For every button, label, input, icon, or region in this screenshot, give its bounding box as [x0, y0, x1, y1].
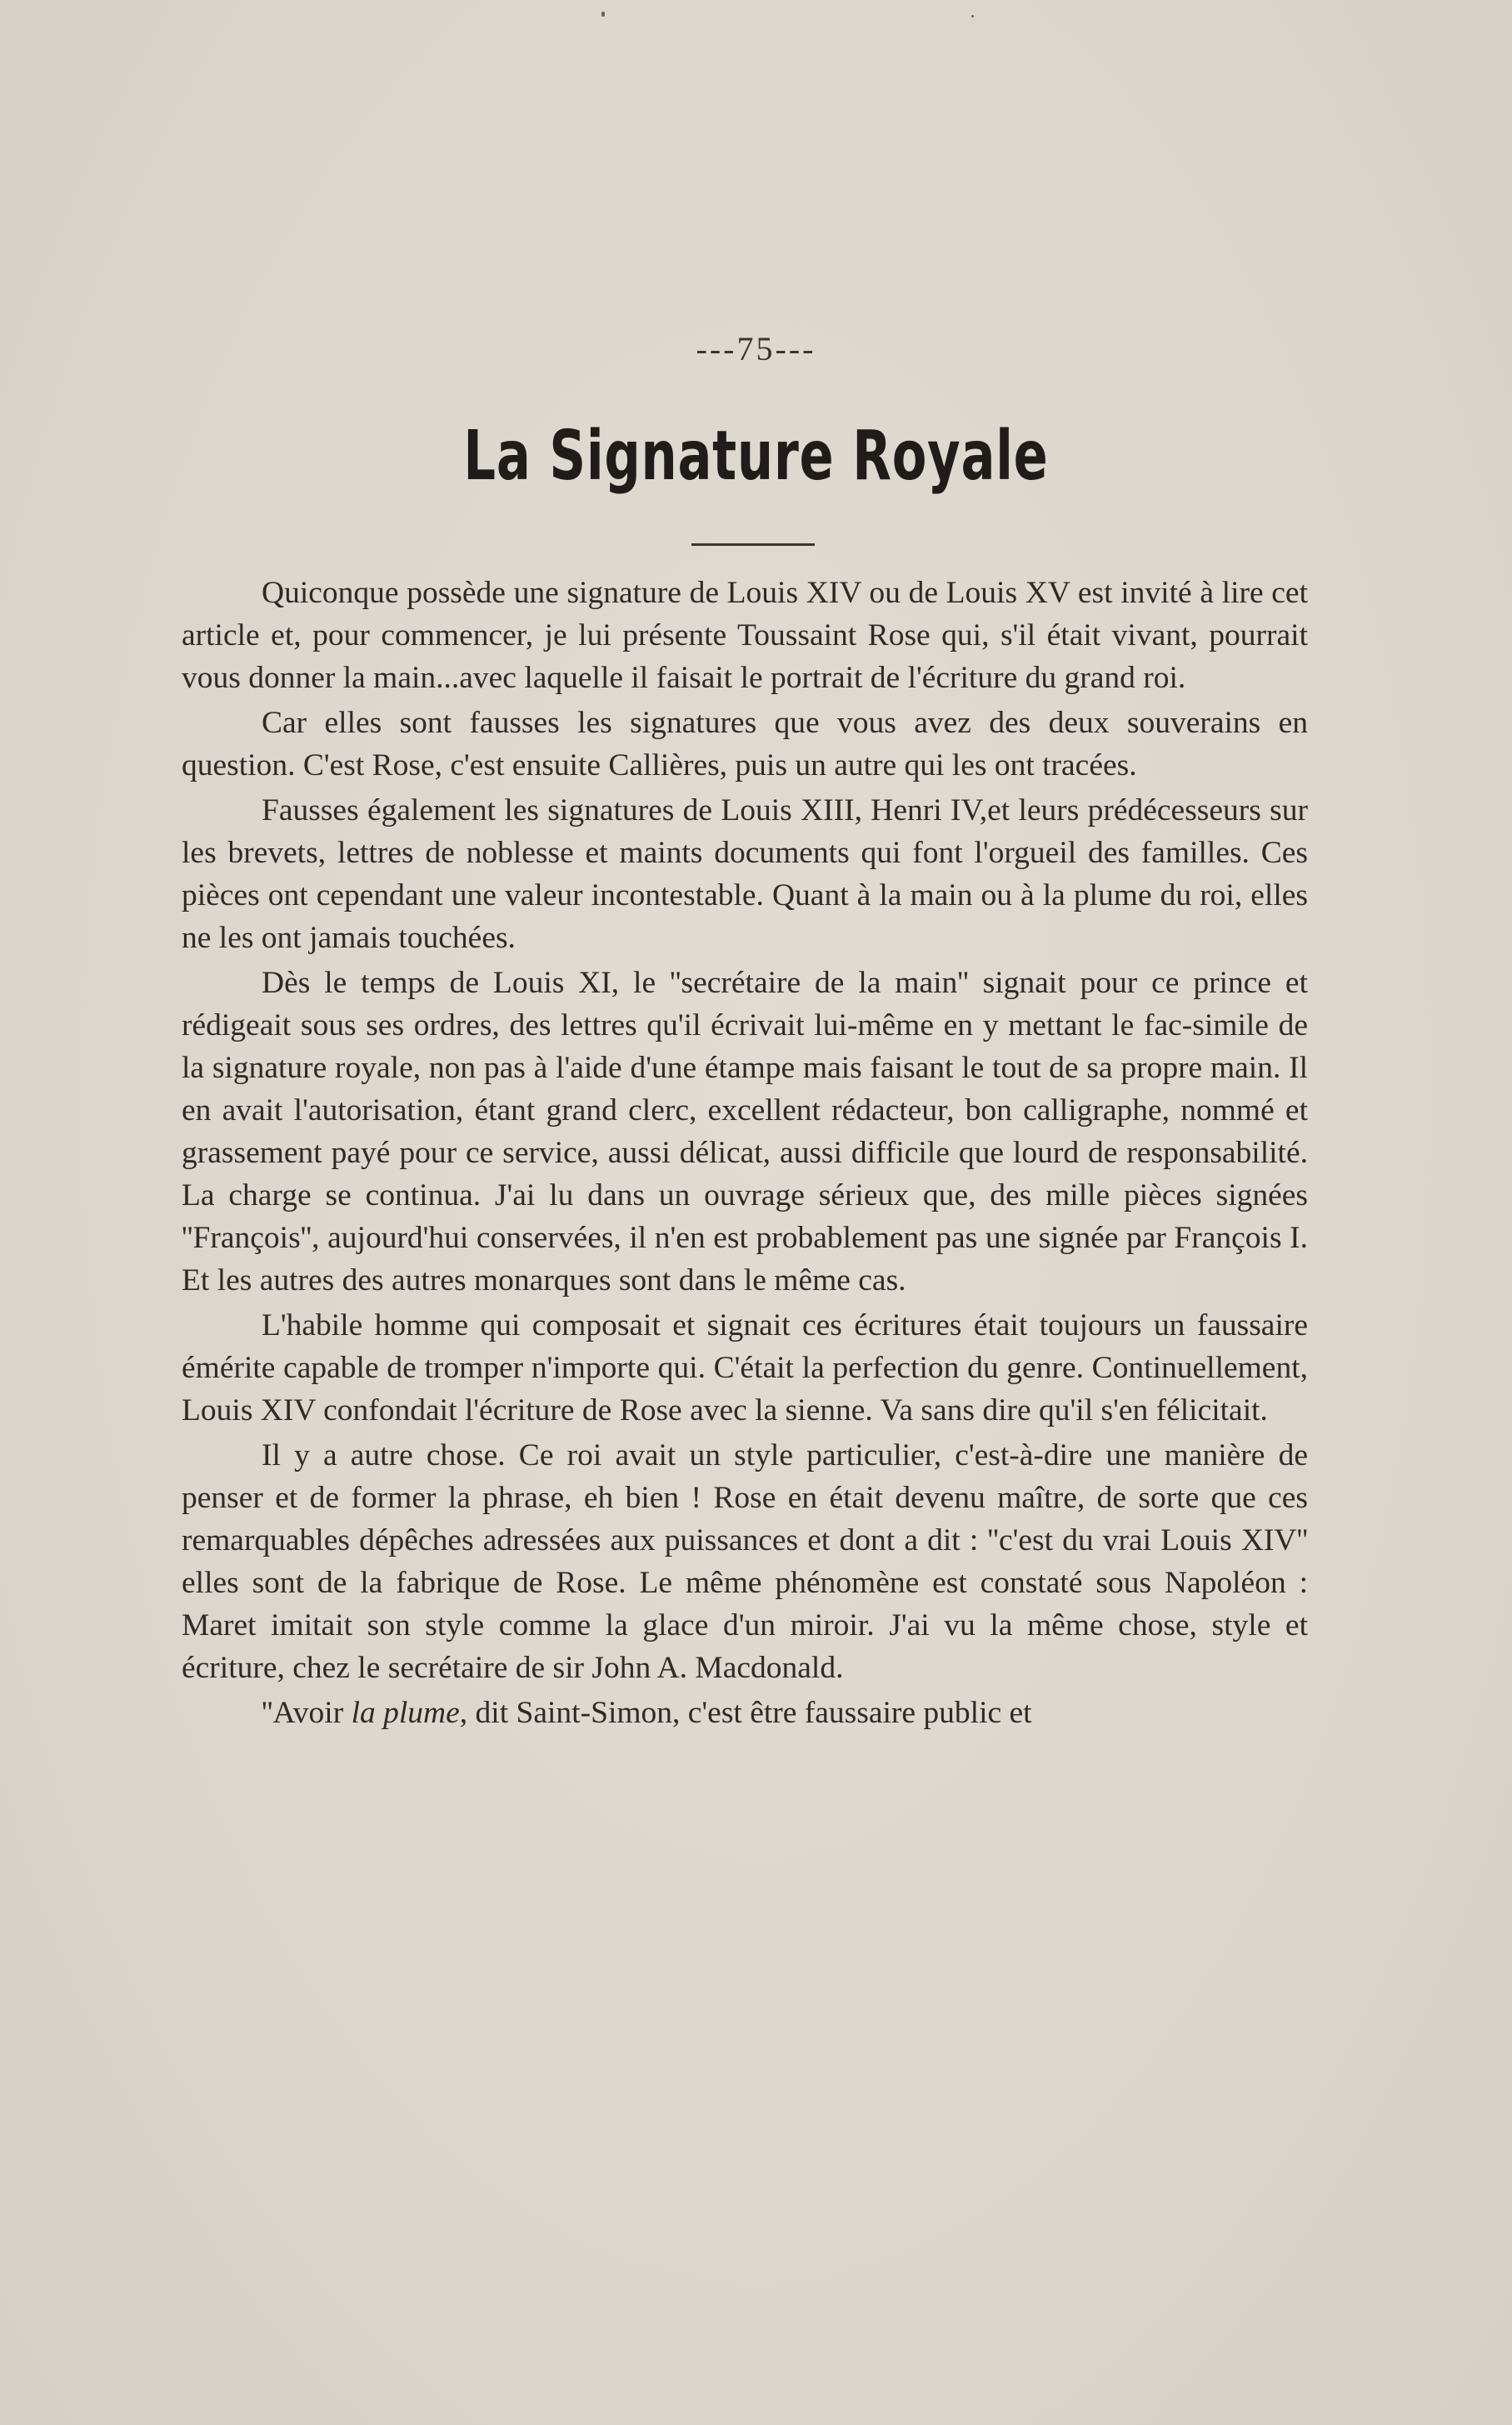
paragraph: Car elles sont fausses les signatures que vous avez des deux souverains en question. C'est Rose, c'est ensuite Callières, puis un autre qui les ont tracées. [182, 706, 1308, 782]
ink-speck [601, 12, 605, 17]
article-body [182, 572, 1308, 1734]
paragraph: Fausses également les signatures de Louis XIII, Henri IV,et leurs prédécesseurs sur les brevets, lettres de noblesse et maints documents qui font l'orgueil des familles. Ces pièces ont cependant une valeur incontestable. Quant à la main ou à la plume du roi, elles ne les ont jamais touchées. [182, 793, 1308, 955]
paragraph: Il y a autre chose. Ce roi avait un style particulier, c'est-à-dire une manière de penser et de former la phrase, eh bien ! Rose en était devenu maître, de sorte que ces remarquables dépêches adressées aux puissances et dont a dit : ''c'est du vrai Louis XIV'' elles sont de la fabrique de Rose. Le même phénomène est constaté sous Napoléon : Maret imitait son style comme la glace d'un miroir. J'ai vu la même chose, style et écriture, chez le secrétaire de sir John A. Macdonald. [182, 1438, 1308, 1685]
paragraph: L'habile homme qui composait et signait ces écritures était toujours un faussaire émérite capable de tromper n'importe qui. C'était la perfection du genre. Continuellement, Louis XIV confondait l'écriture de Rose avec la sienne. Va sans dire qu'il s'en félicitait. [182, 1308, 1308, 1428]
paragraph-text: , dit Saint-Simon, c'est être faussaire public et [459, 1696, 1032, 1730]
ink-speck [971, 15, 974, 18]
paragraph-continued [182, 1692, 1308, 1734]
paragraph: Quiconque possède une signature de Louis XIV ou de Louis XV est invité à lire cet article et, pour commencer, je lui présente Toussaint Rose qui, s'il était vivant, pourrait vous donner la main...avec laquelle il faisait le portrait de l'écriture du grand roi. [182, 576, 1308, 695]
paragraph: Dès le temps de Louis XI, le ''secrétaire de la main'' signait pour ce prince et rédigeait sous ses ordres, des lettres qu'il écrivait lui-même en y mettant le fac-simile de la signature royale, non pas à l'aide d'une étampe mais faisant le tout de sa propre main. Il en avait l'autorisation, étant grand clerc, excellent rédacteur, bon calligraphe, nommé et grassement payé pour ce service, aussi délicat, aussi difficile que lourd de responsabilité. La charge se continua. J'ai lu dans un ouvrage sérieux que, des mille pièces signées ''François'', aujourd'hui conservées, il n'en est probablement pas une signée par François I. Et les autres des autres monarques sont dans le même cas. [182, 966, 1308, 1298]
page-number: ---75--- [696, 330, 816, 368]
paragraph-text: ''Avoir [262, 1696, 352, 1730]
title-divider [691, 543, 815, 546]
italic-phrase: la plume [351, 1696, 460, 1730]
page-title: La Signature Royale [463, 417, 1049, 496]
